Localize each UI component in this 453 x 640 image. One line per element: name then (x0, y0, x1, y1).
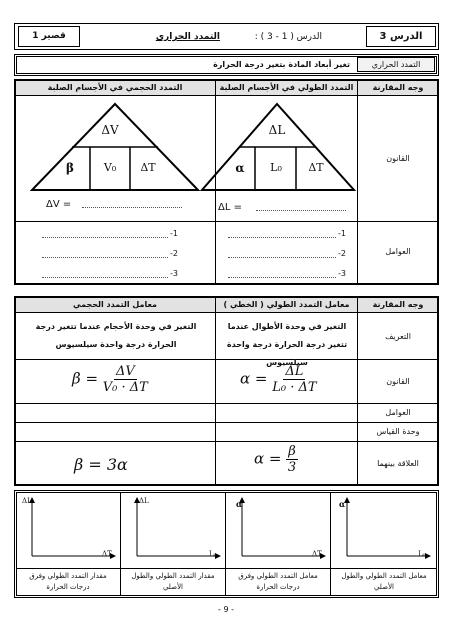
graph-4-y-label: α (339, 499, 346, 509)
table2-divider-1 (215, 297, 216, 485)
definition-term: التمدد الحراري (371, 60, 421, 69)
graph-3-y-label: α (236, 499, 243, 509)
linear-factor-3: -3 (338, 269, 346, 278)
table1-row-law: القانون (386, 154, 410, 163)
table2-row-divider-3 (15, 422, 438, 423)
volume-factor-2-blank (42, 257, 168, 258)
volume-factor-1: -1 (170, 229, 178, 238)
table1-row-factors: العوامل (385, 247, 411, 256)
volume-relation: β = 3α (74, 455, 128, 474)
linear-factor-2: -2 (338, 249, 346, 258)
volume-tri-middle: V₀ (103, 161, 117, 174)
volume-law-den: V₀ · ΔT (102, 380, 148, 395)
lesson-label: الدرس 3 (379, 31, 423, 42)
linear-relation-lhs: α = (254, 449, 282, 468)
lesson-title: التمدد الحراري (155, 32, 220, 42)
table2-row-relation: العلاقة بينهما (377, 459, 419, 468)
volume-law-fraction (103, 364, 148, 395)
volume-factor-3-blank (42, 277, 168, 278)
linear-law-lhs: α = (240, 369, 268, 388)
volume-law-num: ΔV (115, 364, 135, 379)
volume-factor-2: -2 (170, 249, 178, 258)
quiz-label: قصير 1 (32, 31, 66, 41)
table2-divider-2 (357, 297, 358, 485)
volume-factor-1-blank (42, 237, 168, 238)
linear-factor-1-blank (228, 237, 336, 238)
page-number: - 9 - (218, 605, 234, 614)
linear-factor-2-blank (228, 257, 336, 258)
linear-law (240, 364, 317, 395)
linear-eq-blank (256, 210, 346, 211)
linear-relation-num: β (288, 444, 296, 459)
graph-4-x-label: L₀ (418, 550, 426, 558)
graph-3-caption: معامل التمدد الطولي وفرق درجات الحرارة (238, 572, 318, 591)
volume-factor-3: -3 (170, 269, 178, 278)
linear-law-num: ΔL (285, 364, 304, 379)
graph-divider-3 (330, 493, 331, 595)
graph-4-caption: معامل التمدد الطولي والطول الأصلي (341, 572, 427, 591)
table2-row-law: القانون (386, 377, 410, 386)
volume-law (72, 364, 148, 395)
linear-triangle (200, 102, 358, 192)
table1-head-comparison: وجه المقارنة (372, 83, 424, 92)
graphs-caption-divider (17, 568, 436, 569)
linear-tri-left: α (235, 161, 245, 175)
graph-2-y-label: ΔL (139, 497, 149, 505)
linear-eq-label: ΔL = (218, 202, 242, 213)
linear-tri-right: ΔT (308, 161, 324, 174)
table2-row-factors: العوامل (385, 408, 411, 417)
linear-factor-3-blank (228, 277, 336, 278)
volume-eq-blank (82, 207, 182, 208)
graph-2-x-label: L₀ (209, 550, 217, 558)
table1-head-volume: التمدد الحجمي في الأجسام الصلبة (47, 83, 183, 92)
linear-relation (254, 444, 298, 475)
linear-relation-den: 3 (287, 460, 297, 475)
table2-head-comparison: وجه المقارنة (372, 300, 424, 309)
linear-tri-top: ΔL (268, 123, 286, 137)
linear-relation-fraction (286, 444, 298, 475)
linear-tri-middle: L₀ (270, 161, 282, 174)
volume-tri-right: ΔT (140, 161, 156, 174)
graph-divider-2 (225, 493, 226, 595)
graph-3-x-label: ΔT (312, 550, 322, 558)
table2-head-volume: معامل التمدد الحجمي (73, 300, 157, 309)
volume-triangle (30, 102, 200, 192)
lesson-title-prefix: الدرس ( 1 - 3 ) : (254, 32, 322, 42)
graph-divider-1 (120, 493, 121, 595)
volume-definition: التغير في وحدة الأحجام عندما تتغير درجة الحرارة درجة واحدة سيلسيوس (35, 322, 197, 349)
linear-factor-1: -1 (338, 229, 346, 238)
linear-definition: التغير في وحدة الأطوال عندما تتغير درجة الحرارة درجة واحدة سيلسيوس (226, 322, 348, 367)
linear-law-den: L₀ · ΔT (272, 380, 317, 395)
volume-eq-label: ΔV = (46, 199, 72, 210)
graph-1-x-label: ΔT (102, 550, 112, 558)
volume-tri-left: β (66, 161, 74, 175)
table1-head-linear: التمدد الطولي في الأجسام الصلبة (219, 83, 354, 92)
volume-tri-top: ΔV (101, 123, 119, 137)
table2-row-unit: وحدة القياس (376, 427, 420, 436)
graph-2-caption: مقدار التمدد الطولي والطول الأصلي (131, 572, 215, 591)
table2-row-definition: التعريف (385, 332, 411, 341)
table2-head-linear: معامل التمدد الطولي ( الخطي ) (223, 300, 350, 309)
table2-row-divider-4 (15, 441, 438, 442)
graph-1-y-label: ΔL (22, 497, 32, 505)
table1-row-divider (15, 221, 438, 222)
graph-1-caption: مقدار التمدد الطولي وفرق درجات الحرارة (29, 572, 107, 591)
definition-text: تغير أبعاد المادة بتغير درجة الحرارة (213, 60, 350, 69)
table2-row-divider-2 (15, 403, 438, 404)
volume-law-lhs: β = (72, 369, 99, 388)
linear-law-fraction (272, 364, 316, 395)
